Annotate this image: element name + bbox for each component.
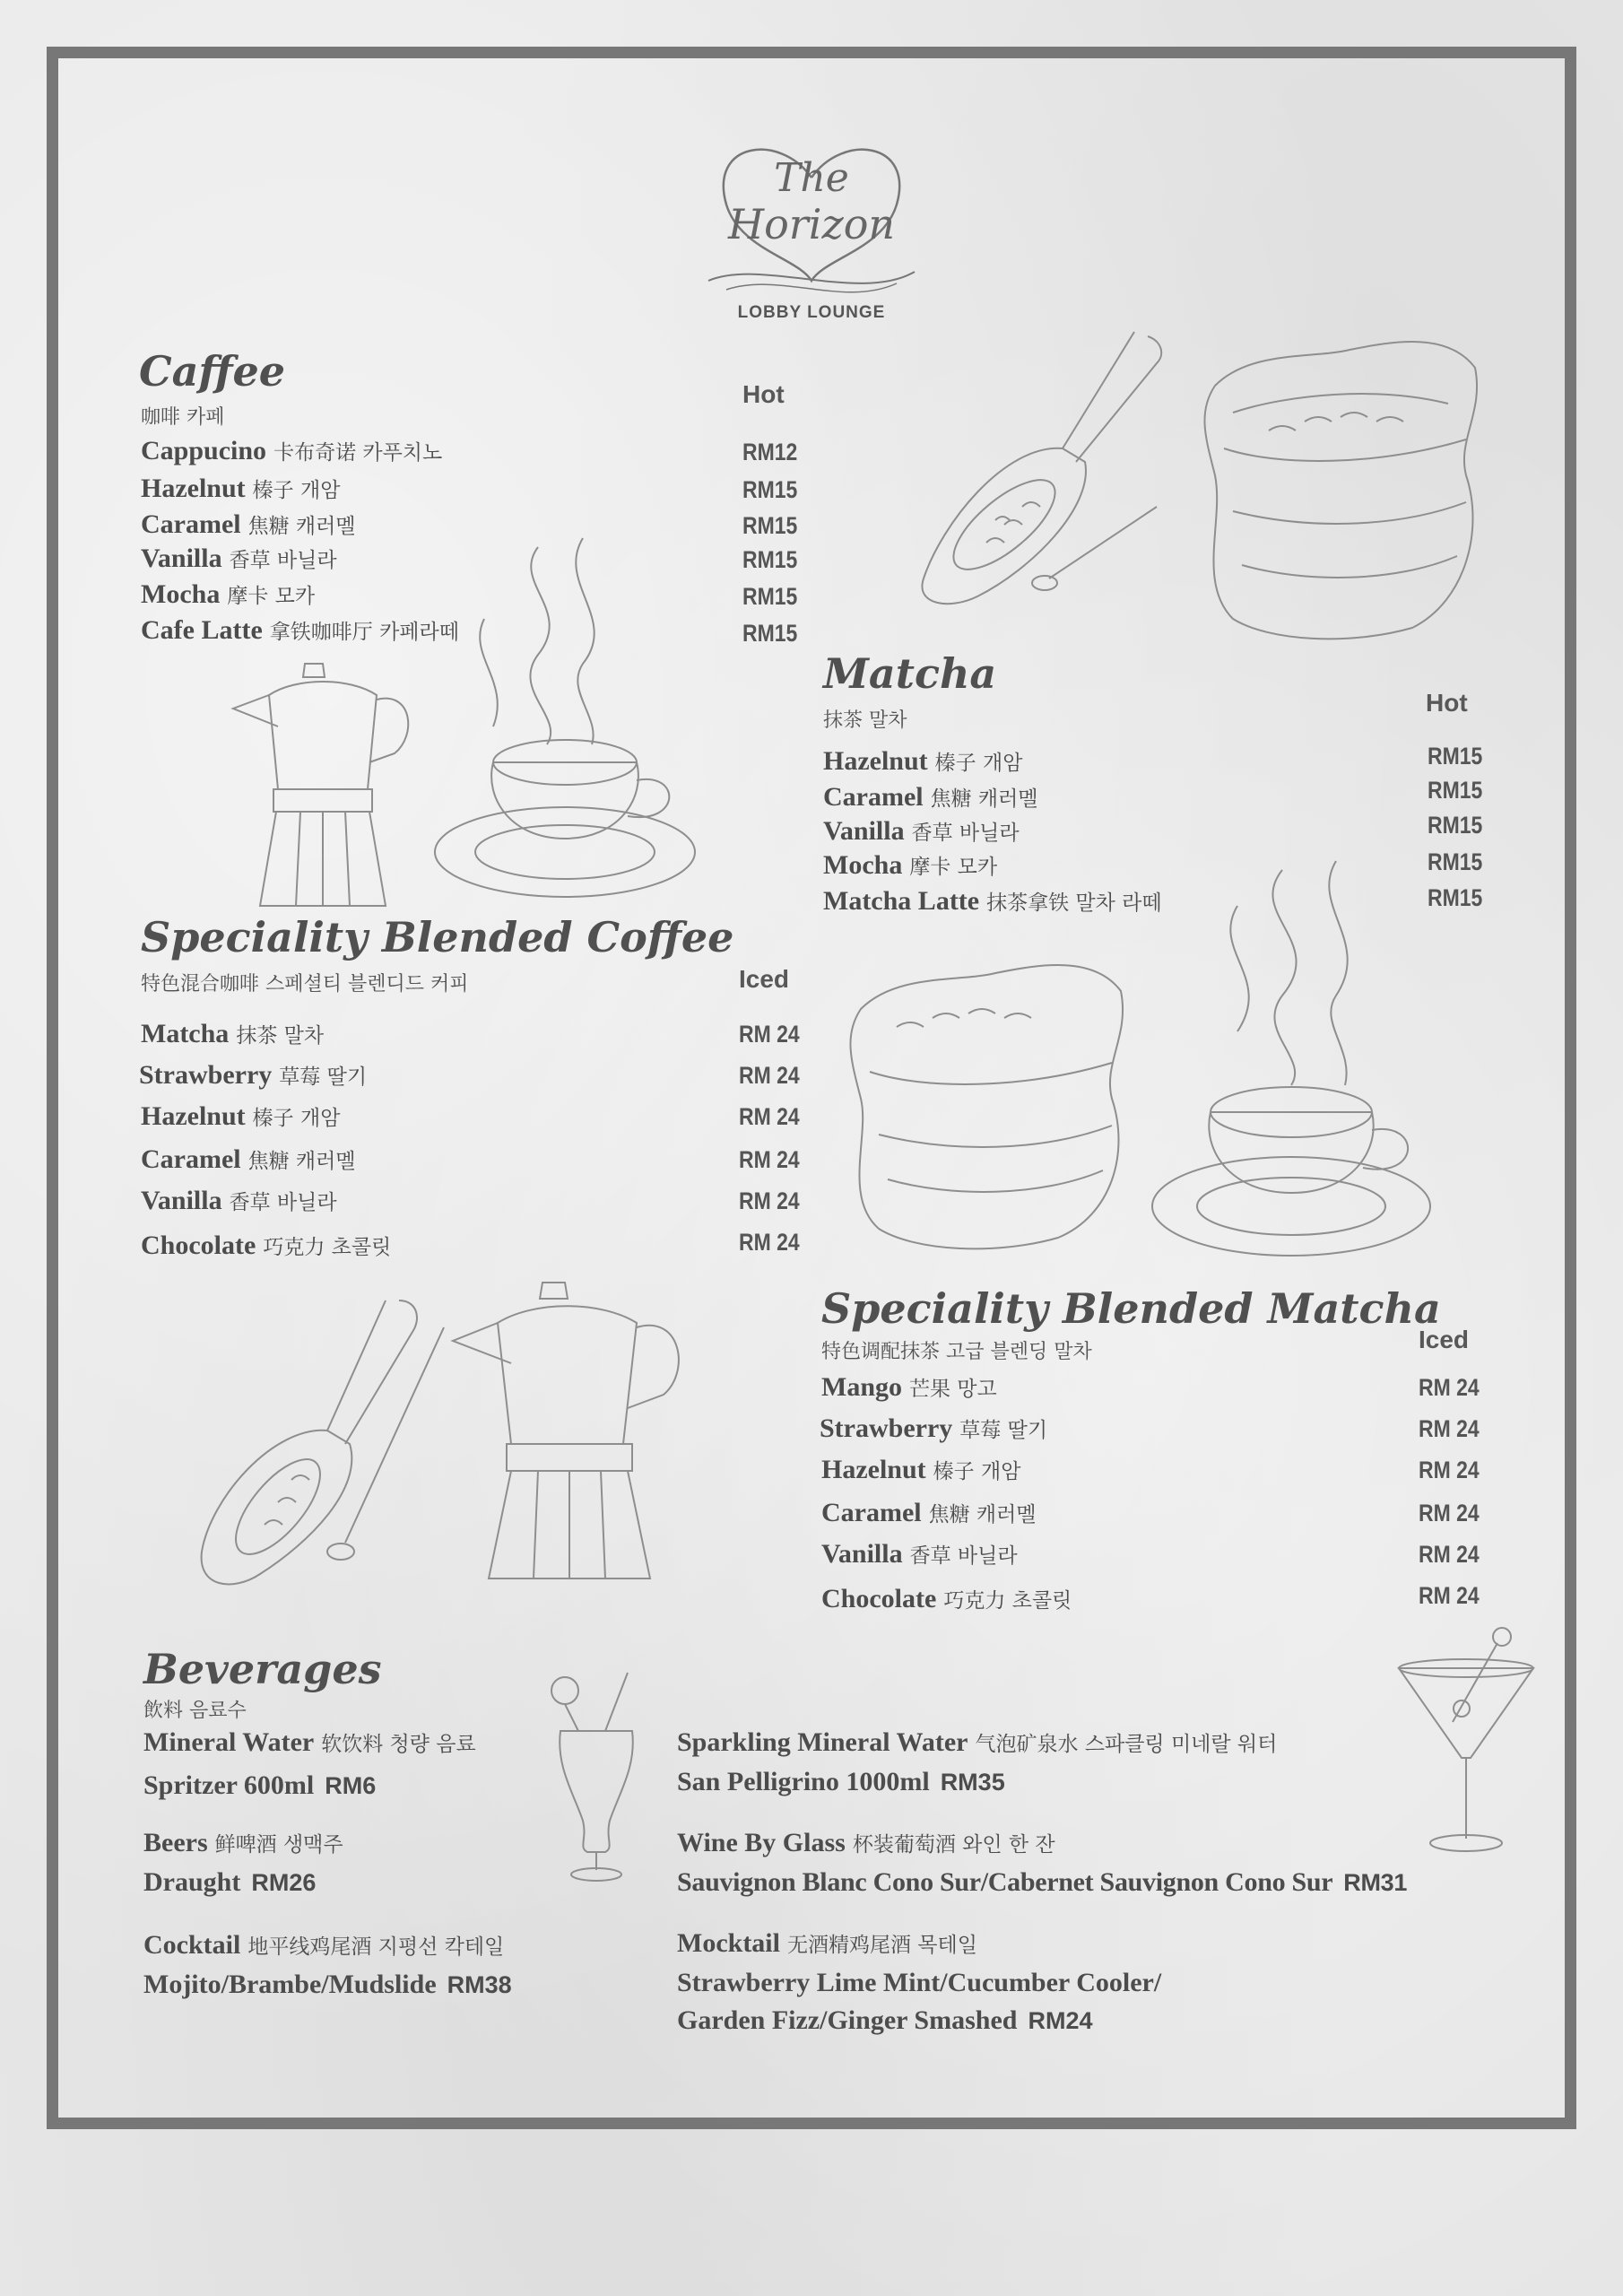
list-item: Matcha Latte 抹茶拿铁 말차 라떼 — [823, 886, 1162, 916]
list-item: Cafe Latte 拿铁咖啡厅 카페라떼 — [141, 615, 459, 645]
martini-glass-icon — [1390, 1623, 1542, 1857]
list-item: Strawberry 草莓 딸기 — [820, 1413, 1048, 1443]
item-price: RM15 — [742, 476, 798, 503]
item-price: RM 24 — [739, 1229, 800, 1256]
coffee-scoop-icon — [906, 327, 1175, 614]
list-item: Caramel 焦糖 캐러멜 — [823, 782, 1038, 812]
item-price: RM15 — [742, 583, 798, 610]
blended-coffee-iced-header: Iced — [739, 965, 790, 993]
matcha-subtitle: 抹茶 말차 — [823, 709, 907, 732]
item-price: RM 24 — [739, 1103, 800, 1130]
coffee-cup-icon — [1148, 852, 1444, 1265]
matcha-hot-header: Hot — [1426, 689, 1468, 717]
item-price: RM 24 — [739, 1062, 800, 1089]
item-price: RM 24 — [739, 1146, 800, 1173]
blended-coffee-title: Speciality Blended Coffee — [141, 913, 734, 961]
item-price: RM15 — [742, 512, 798, 539]
list-item: Hazelnut 榛子 개암 — [821, 1455, 1021, 1484]
coffee-scoop-icon — [193, 1292, 462, 1596]
moka-pot-icon — [444, 1274, 695, 1587]
item-price: RM15 — [742, 620, 798, 647]
beverage-group-name: Beers 鲜啤酒 생맥주 — [143, 1828, 343, 1857]
matcha-title: Matcha — [823, 649, 997, 698]
beverage-group-name: Mocktail 无酒精鸡尾酒 목테일 — [677, 1928, 977, 1958]
blended-coffee-subtitle: 特色混合咖啡 스페셜티 블렌디드 커피 — [141, 973, 469, 996]
list-item: Hazelnut 榛子 개암 — [141, 474, 341, 503]
list-item: Vanilla 香草 바닐라 — [821, 1539, 1018, 1569]
beverage-group-detail: Mojito/Brambe/Mudslide RM38 — [143, 1970, 512, 1999]
list-item: Vanilla 香草 바닐라 — [141, 544, 337, 573]
blended-matcha-title: Speciality Blended Matcha — [821, 1284, 1441, 1333]
beverages-title: Beverages — [143, 1645, 382, 1693]
coffee-bean-sack-icon — [843, 955, 1139, 1251]
list-item: Strawberry 草莓 딸기 — [139, 1060, 368, 1090]
item-price: RM 24 — [1419, 1582, 1480, 1609]
beverage-group-name: Mineral Water 软饮料 청량 음료 — [143, 1727, 476, 1757]
item-price: RM15 — [1428, 812, 1483, 839]
list-item: Matcha 抹茶 말차 — [141, 1019, 325, 1048]
beverage-group-detail: San Pelligrino 1000ml RM35 — [677, 1767, 1005, 1796]
item-price: RM 24 — [739, 1021, 800, 1048]
item-price: RM 24 — [1419, 1415, 1480, 1442]
item-price: RM12 — [742, 439, 798, 465]
list-item: Chocolate 巧克力 초콜릿 — [141, 1231, 392, 1260]
list-item: Vanilla 香草 바닐라 — [141, 1186, 337, 1215]
logo-line2: Horizon — [727, 200, 896, 248]
item-price: RM 24 — [1419, 1374, 1480, 1401]
moka-pot-icon — [224, 655, 421, 915]
beverage-group-detail: Garden Fizz/Ginger Smashed RM24 — [677, 2005, 1093, 2035]
list-item: Mango 芒果 망고 — [821, 1372, 997, 1402]
list-item: Hazelnut 榛子 개암 — [141, 1101, 341, 1131]
item-price: RM15 — [1428, 777, 1483, 804]
beverage-group-detail: Sauvignon Blanc Cono Sur/Cabernet Sauvignon Cono Sur RM31 — [677, 1867, 1408, 1897]
logo-subtitle: LOBBY LOUNGE — [737, 303, 886, 322]
item-price: RM15 — [1428, 743, 1483, 770]
list-item: Mocha 摩卡 모카 — [823, 850, 998, 880]
item-price: RM 24 — [1419, 1457, 1480, 1483]
cocktail-glass-icon — [538, 1668, 655, 1883]
list-item: Hazelnut 榛子 개암 — [823, 746, 1023, 776]
beverage-group-detail: Strawberry Lime Mint/Cucumber Cooler/ — [677, 1968, 1162, 1997]
item-price: RM 24 — [1419, 1500, 1480, 1526]
list-item: Mocha 摩卡 모카 — [141, 579, 316, 609]
beverage-group-name: Sparkling Mineral Water 气泡矿泉水 스파클링 미네랄 워터 — [677, 1727, 1278, 1757]
item-price: RM15 — [742, 546, 798, 573]
list-item: Cappucino 卡布奇诺 카푸치노 — [141, 436, 443, 465]
item-price: RM 24 — [1419, 1541, 1480, 1568]
item-price: RM 24 — [739, 1187, 800, 1214]
beverage-group-name: Cocktail 地平线鸡尾酒 지평선 칵테일 — [143, 1930, 505, 1960]
coffee-bean-sack-icon — [1197, 332, 1493, 646]
beverage-group-name: Wine By Glass 杯装葡萄酒 와인 한 잔 — [677, 1828, 1055, 1857]
list-item: Caramel 焦糖 캐러멜 — [141, 1144, 356, 1174]
beverage-group-detail: Spritzer 600ml RM6 — [143, 1770, 377, 1800]
beverages-subtitle: 飲料 음료수 — [143, 1700, 247, 1722]
list-item: Caramel 焦糖 캐러멜 — [141, 509, 356, 539]
beverage-group-detail: Draught RM26 — [143, 1867, 317, 1897]
caffee-title: Caffee — [139, 347, 285, 396]
logo-line1: The — [774, 155, 849, 201]
coffee-cup-icon — [430, 529, 699, 906]
list-item: Caramel 焦糖 캐러멜 — [821, 1498, 1037, 1527]
the-horizon-logo — [690, 124, 933, 303]
blended-matcha-subtitle: 特色调配抹茶 고급 블렌딩 말차 — [821, 1341, 1092, 1363]
caffee-hot-header: Hot — [742, 380, 785, 408]
caffee-subtitle: 咖啡 카페 — [141, 406, 225, 429]
list-item: Chocolate 巧克力 초콜릿 — [821, 1584, 1072, 1613]
blended-matcha-iced-header: Iced — [1419, 1326, 1470, 1353]
item-price: RM15 — [1428, 884, 1483, 911]
item-price: RM15 — [1428, 848, 1483, 875]
list-item: Vanilla 香草 바닐라 — [823, 816, 1020, 846]
